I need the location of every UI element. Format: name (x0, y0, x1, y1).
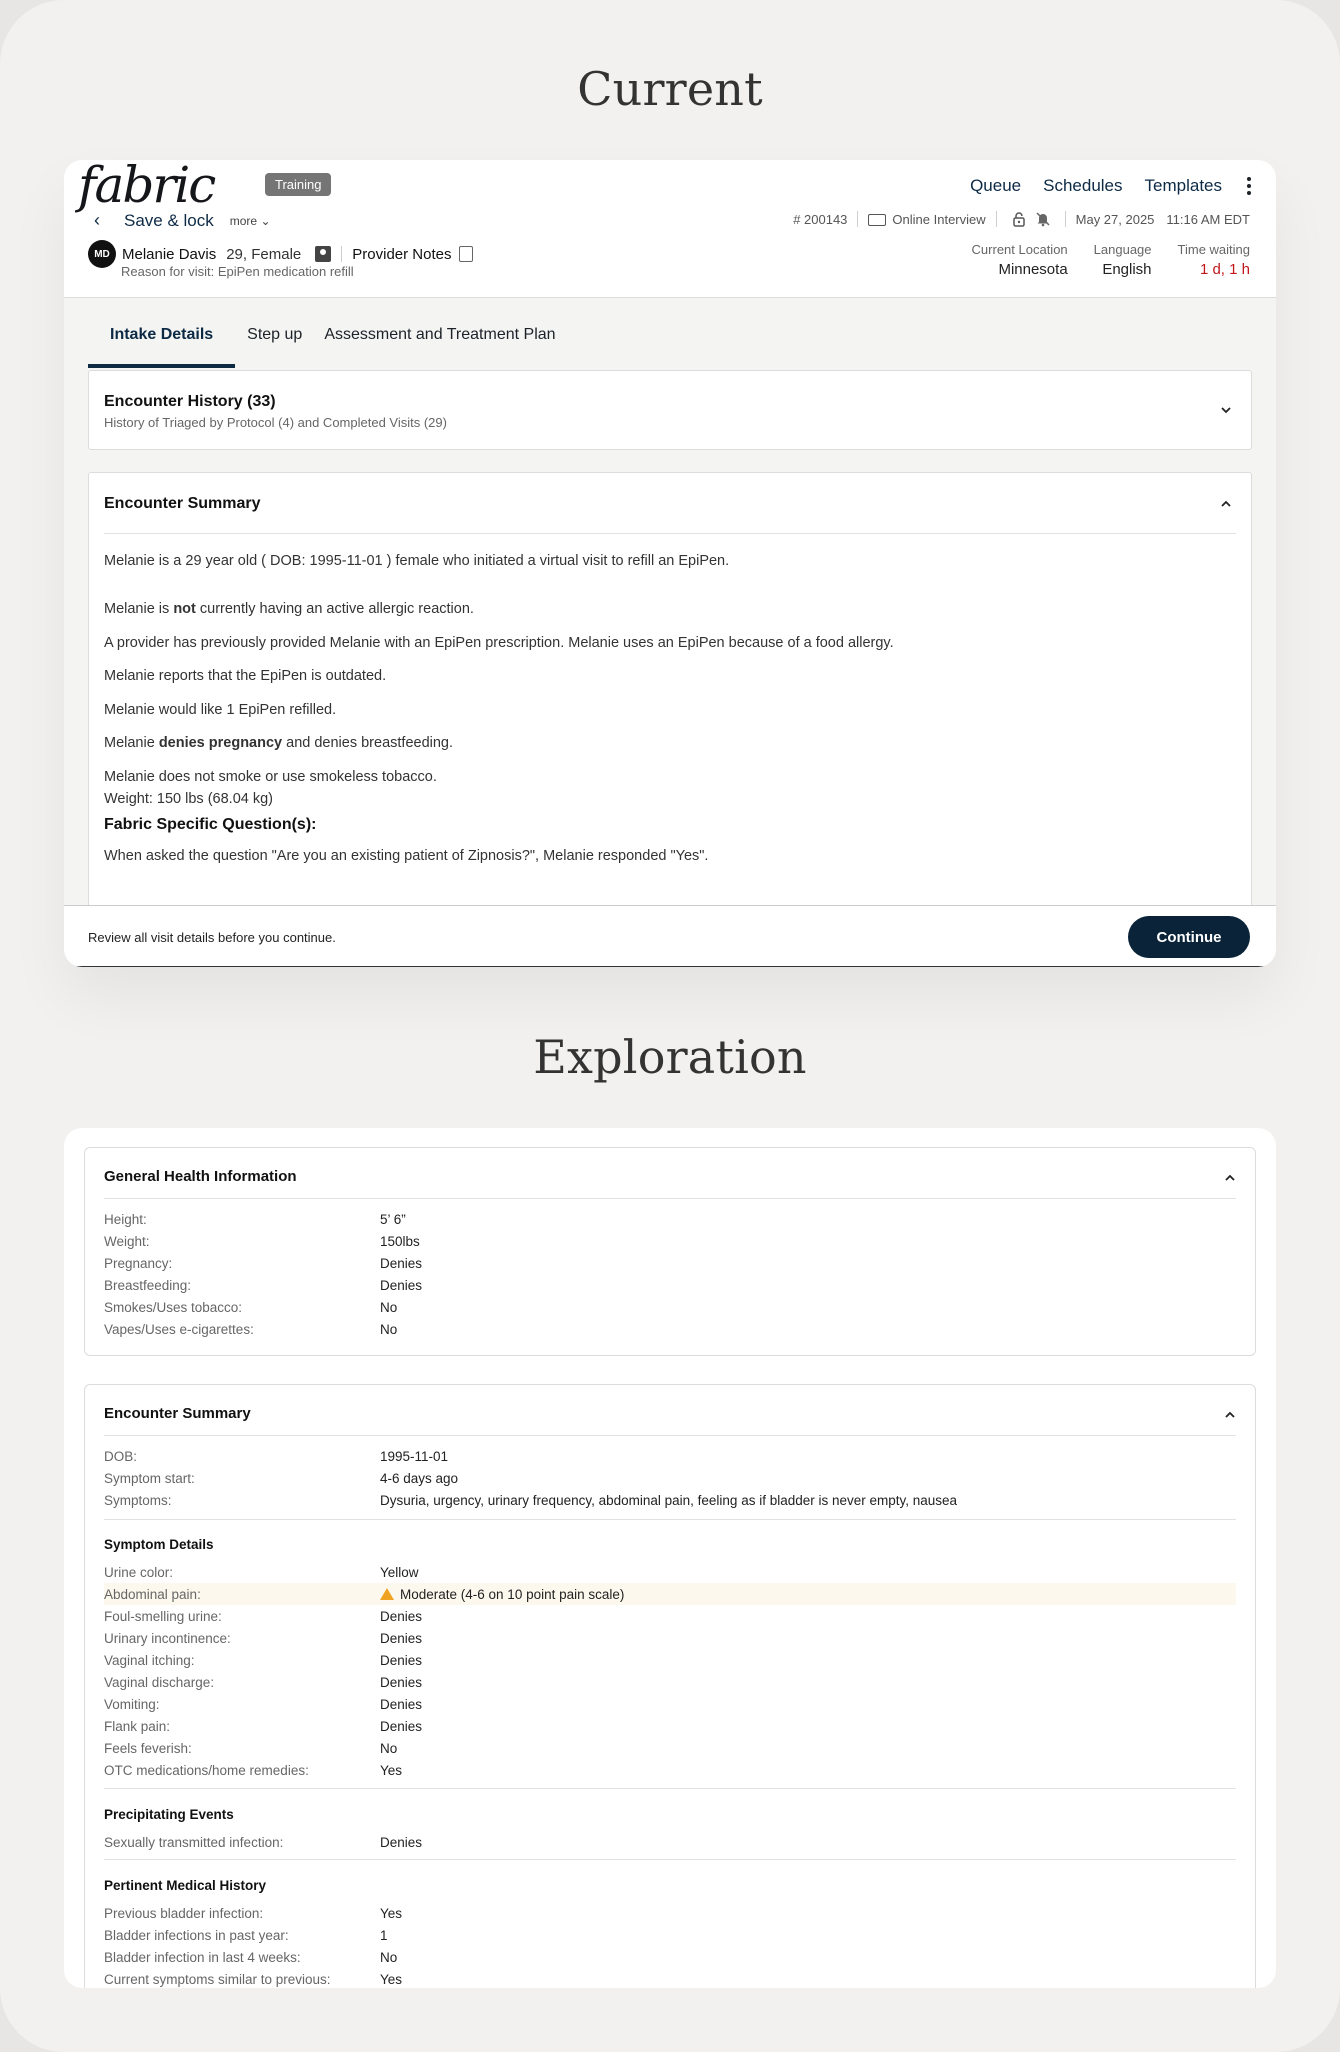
kv-row (104, 1583, 1236, 1605)
kv-row (104, 1230, 1236, 1252)
chevron-up-icon[interactable] (1223, 1171, 1237, 1185)
kv-value: Denies (380, 1652, 423, 1668)
summary-line: Weight: 150 lbs (68.04 kg) (104, 791, 273, 807)
kv-row (104, 1737, 1236, 1759)
patient-age-sex: 29, Female (226, 245, 302, 263)
laptop-icon (868, 214, 886, 226)
kv-label: Previous bladder infection: (104, 1905, 264, 1921)
kv-label: DOB: (104, 1448, 138, 1464)
kv-row (104, 1693, 1236, 1715)
language-label: Language (1093, 242, 1152, 257)
visit-date: May 27, 2025 (1075, 211, 1155, 227)
app-header (64, 160, 1276, 298)
kv-label: Symptoms: (104, 1492, 172, 1508)
reason-for-visit: Reason for visit: EpiPen medication refill (121, 264, 354, 279)
summary-line: Melanie reports that the EpiPen is outdated. (104, 668, 387, 684)
nav-schedules[interactable]: Schedules (1043, 176, 1123, 195)
case-number: # 200143 (793, 211, 848, 227)
time-waiting-value: 1 d, 1 h (1199, 261, 1250, 278)
kv-value: 5’ 6” (380, 1211, 406, 1227)
kv-label: Current symptoms similar to previous: (104, 1971, 331, 1987)
kv-row (104, 1208, 1236, 1230)
kv-row (104, 1274, 1236, 1296)
kv-value: 150lbs (380, 1233, 420, 1249)
chevron-up-icon[interactable] (1219, 497, 1233, 511)
x-encounter-summary-panel (84, 1384, 1256, 1988)
kv-row (104, 1561, 1236, 1583)
kv-row (104, 1831, 1236, 1853)
exploration-card (64, 1128, 1276, 1988)
fabric-logo[interactable]: fabric (78, 160, 215, 214)
kv-value: Denies (380, 1277, 423, 1293)
kebab-menu-icon[interactable] (1244, 177, 1254, 195)
footer-text: Review all visit details before you continue. (88, 930, 336, 945)
kv-value: No (380, 1949, 398, 1965)
kv-value: Denies (380, 1718, 423, 1734)
precipitating-events-heading: Precipitating Events (104, 1807, 234, 1822)
kv-label: Urinary incontinence: (104, 1630, 231, 1646)
kv-row (104, 1318, 1236, 1340)
kv-label: Abdominal pain: (104, 1586, 201, 1602)
current-app-window (64, 160, 1276, 967)
kv-value: Yes (380, 1971, 403, 1987)
encounter-summary-panel (88, 472, 1252, 932)
kv-value: No (380, 1321, 398, 1337)
unlock-icon[interactable] (1011, 211, 1027, 227)
kv-label: OTC medications/home remedies: (104, 1762, 309, 1778)
kv-value: 4-6 days ago (380, 1470, 459, 1486)
kv-label: Vapes/Uses e-cigarettes: (104, 1321, 254, 1337)
summary-line: Melanie denies pregnancy and denies breastfeeding. (104, 735, 454, 751)
kv-value: Denies (380, 1674, 423, 1690)
kv-value: Dysuria, urgency, urinary frequency, abdominal pain, feeling as if bladder is never empty, nausea (380, 1492, 958, 1508)
bell-off-icon[interactable] (1035, 211, 1051, 227)
kv-label: Bladder infections in past year: (104, 1927, 289, 1943)
kv-row (104, 1902, 1236, 1924)
chevron-down-icon[interactable] (1219, 403, 1233, 417)
kv-label: Flank pain: (104, 1718, 171, 1734)
kv-row (104, 1946, 1236, 1968)
notes-icon[interactable] (459, 246, 473, 262)
summary-line: Melanie does not smoke or use smokeless tobacco. (104, 769, 437, 785)
continue-button[interactable]: Continue (1128, 916, 1250, 958)
summary-line: Melanie is not currently having an active allergic reaction. (104, 601, 474, 617)
tab-bar (88, 320, 568, 368)
provider-notes-link[interactable]: Provider Notes (352, 245, 452, 263)
general-health-title: General Health Information (104, 1168, 297, 1185)
tab-assessment-plan[interactable]: Assessment and Treatment Plan (324, 326, 556, 343)
kv-label: Feels feverish: (104, 1740, 192, 1756)
kv-row (104, 1445, 1236, 1467)
kv-label: Breastfeeding: (104, 1277, 192, 1293)
fabric-questions-heading: Fabric Specific Question(s): (104, 816, 317, 833)
kv-value: Denies (380, 1630, 423, 1646)
kv-label: Vaginal itching: (104, 1652, 195, 1668)
kv-label: Urine color: (104, 1564, 174, 1580)
kv-label: Bladder infection in last 4 weeks: (104, 1949, 301, 1965)
kv-row (104, 1489, 1236, 1511)
kv-label: Vaginal discharge: (104, 1674, 215, 1690)
kv-value: Moderate (4-6 on 10 point pain scale) (380, 1587, 624, 1602)
kv-row (104, 1924, 1236, 1946)
more-dropdown[interactable] (230, 214, 271, 228)
kv-row (104, 1627, 1236, 1649)
kv-value: No (380, 1740, 398, 1756)
section-title-current: Current (577, 62, 763, 116)
kv-value: Denies (380, 1834, 423, 1850)
kv-value: Denies (380, 1608, 423, 1624)
kv-value: Yes (380, 1762, 403, 1778)
chevron-down-icon: ⌄ (260, 213, 271, 228)
save-lock-button[interactable]: Save & lock (124, 210, 214, 230)
kv-label: Foul-smelling urine: (104, 1608, 222, 1624)
kv-row (104, 1715, 1236, 1737)
section-title-exploration: Exploration (533, 1030, 807, 1084)
symptom-details-heading: Symptom Details (104, 1537, 214, 1552)
chevron-up-icon[interactable] (1223, 1408, 1237, 1422)
kv-value: Denies (380, 1696, 423, 1712)
tab-intake-details[interactable]: Intake Details (88, 320, 235, 368)
kv-label: Pregnancy: (104, 1255, 173, 1271)
encounter-summary-title: Encounter Summary (104, 495, 261, 512)
kv-label: Vomiting: (104, 1696, 160, 1712)
kv-row (104, 1968, 1236, 1988)
time-waiting-label: Time waiting (1177, 242, 1250, 257)
kv-label: Sexually transmitted infection: (104, 1834, 284, 1850)
summary-line: Melanie would like 1 EpiPen refilled. (104, 702, 337, 718)
avatar: MD (88, 240, 116, 268)
language-value: English (1102, 261, 1152, 278)
visit-time: 11:16 AM EDT (1166, 211, 1250, 227)
kv-row (104, 1671, 1236, 1693)
summary-line: Melanie is a 29 year old ( DOB: 1995-11-01 ) female who initiated a virtual visit to refill an EpiPen. (104, 553, 730, 569)
nav-templates[interactable]: Templates (1144, 176, 1222, 195)
kv-label: Smokes/Uses tobacco: (104, 1299, 243, 1315)
warning-icon (380, 1588, 394, 1600)
summary-line: When asked the question "Are you an existing patient of Zipnosis?", Melanie responded "Yes". (104, 848, 709, 864)
location-value: Minnesota (998, 261, 1068, 278)
kv-value: Denies (380, 1255, 423, 1271)
medical-history-heading: Pertinent Medical History (104, 1878, 267, 1893)
kv-value: Yes (380, 1905, 403, 1921)
kv-value: No (380, 1299, 398, 1315)
kv-row (104, 1467, 1236, 1489)
kv-row (104, 1605, 1236, 1627)
kv-row (104, 1759, 1236, 1781)
kv-row (104, 1252, 1236, 1274)
interview-type: Online Interview (892, 211, 986, 227)
general-health-panel (84, 1147, 1256, 1356)
encounter-history-subtitle: History of Triaged by Protocol (4) and Completed Visits (29) (104, 415, 447, 430)
back-chevron-icon[interactable]: ‹ (94, 210, 100, 230)
save-row (94, 210, 271, 231)
encounter-history-panel[interactable] (88, 370, 1252, 450)
patient-name: Melanie Davis (122, 245, 217, 263)
kv-value: Yellow (380, 1564, 419, 1580)
kv-row (104, 1296, 1236, 1318)
visit-meta (793, 211, 1250, 227)
kv-value: 1995-11-01 (380, 1448, 449, 1464)
location-label: Current Location (971, 242, 1068, 257)
kv-label: Symptom start: (104, 1470, 195, 1486)
training-badge: Training (265, 173, 331, 196)
top-nav (970, 176, 1254, 196)
nav-queue[interactable]: Queue (970, 176, 1022, 195)
kv-label: Weight: (104, 1233, 150, 1249)
summary-line: A provider has previously provided Melanie with an EpiPen prescription. Melanie uses an EpiPen because of a food allergy. (104, 635, 894, 651)
encounter-history-title: Encounter History (33) (104, 393, 276, 410)
patient-context (972, 242, 1250, 278)
kv-value: 1 (380, 1927, 388, 1943)
kv-row (104, 1649, 1236, 1671)
kv-label: Height: (104, 1211, 147, 1227)
x-summary-title: Encounter Summary (104, 1405, 251, 1422)
contact-card-icon[interactable] (315, 246, 331, 262)
tab-step-up[interactable]: Step up (247, 326, 303, 343)
more-label: more (229, 213, 258, 228)
action-footer (64, 905, 1276, 967)
